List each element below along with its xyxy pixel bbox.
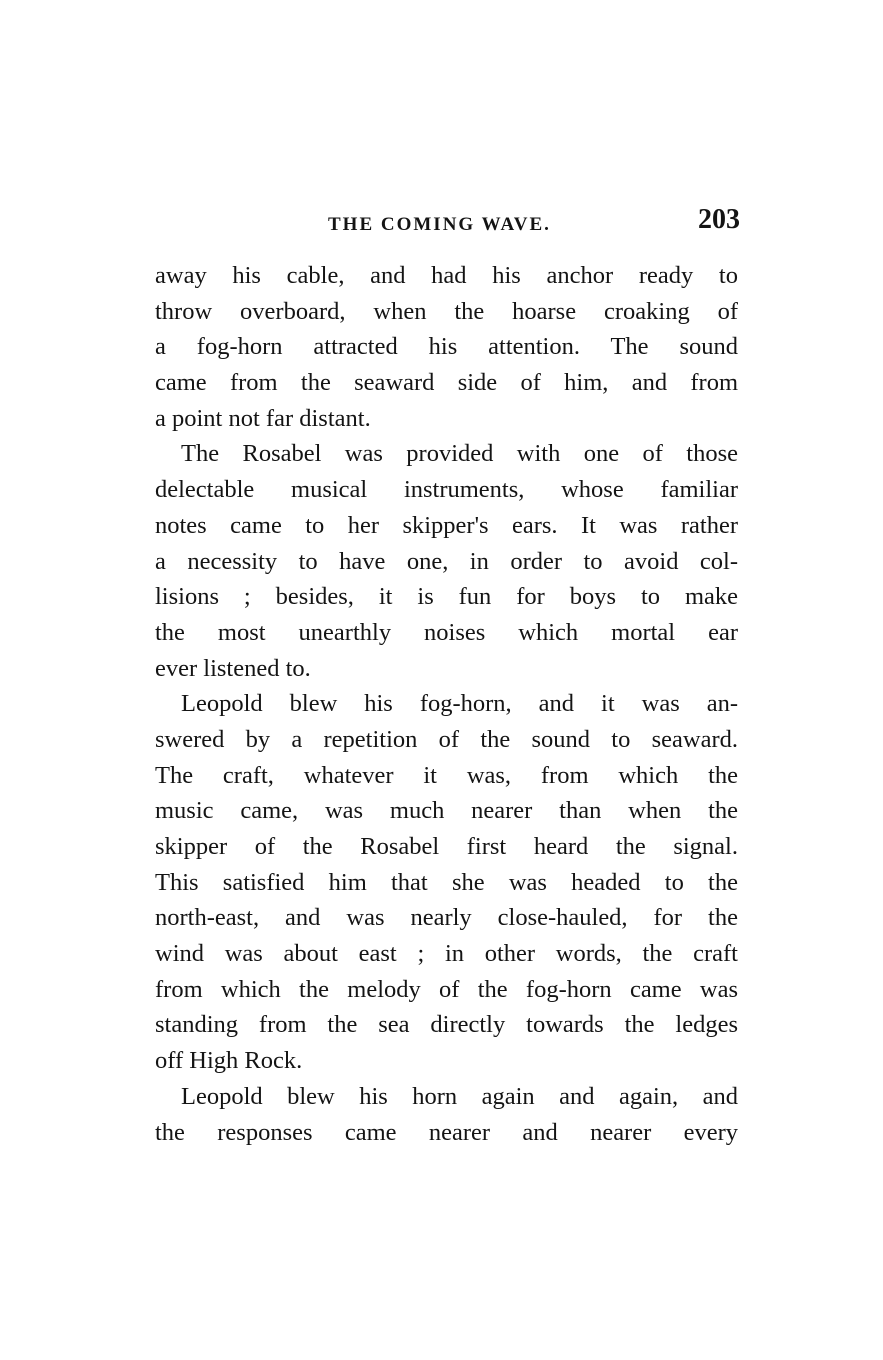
text-line: The craft, whatever it was, from which the (155, 761, 738, 789)
text-line: lisions ; besides, it is fun for boys to make (155, 583, 738, 611)
text-line: off High Rock. (155, 1047, 303, 1075)
running-title: THE COMING WAVE. (328, 214, 551, 235)
text-line: a necessity to have one, in order to avoid col- (155, 547, 738, 575)
text-line: music came, was much nearer than when the (155, 797, 738, 825)
running-head (150, 204, 740, 244)
page-number: 203 (698, 204, 740, 235)
text-line: from which the melody of the fog-horn came was (155, 975, 738, 1003)
text-line: The Rosabel was provided with one of those (181, 440, 738, 468)
text-line: Leopold blew his fog-horn, and it was an- (181, 690, 738, 718)
text-line: This satisfied him that she was headed to the (155, 868, 738, 896)
text-line: north-east, and was nearly close-hauled, for the (155, 904, 738, 932)
text-line: delectable musical instruments, whose familiar (155, 476, 738, 504)
text-line: notes came to her skipper's ears. It was rather (155, 511, 738, 539)
text-line: swered by a repetition of the sound to seaward. (155, 725, 738, 753)
text-line: away his cable, and had his anchor ready to (155, 262, 738, 289)
text-line: came from the seaward side of him, and from (155, 369, 738, 397)
text-line: wind was about east ; in other words, the craft (155, 940, 738, 968)
text-line: the most unearthly noises which mortal ear (155, 618, 738, 646)
text-line: throw overboard, when the hoarse croaking of (155, 297, 738, 325)
text-line: a fog-horn attracted his attention. The sound (155, 333, 738, 361)
text-line: Leopold blew his horn again and again, and (181, 1082, 738, 1110)
text-line: a point not far distant. (155, 404, 371, 432)
text-line: the responses came nearer and nearer every (155, 1118, 738, 1146)
text-line: ever listened to. (155, 654, 311, 682)
body-text (155, 258, 738, 1150)
text-line: standing from the sea directly towards the ledges (155, 1011, 738, 1039)
text-line: skipper of the Rosabel first heard the signal. (155, 833, 738, 860)
